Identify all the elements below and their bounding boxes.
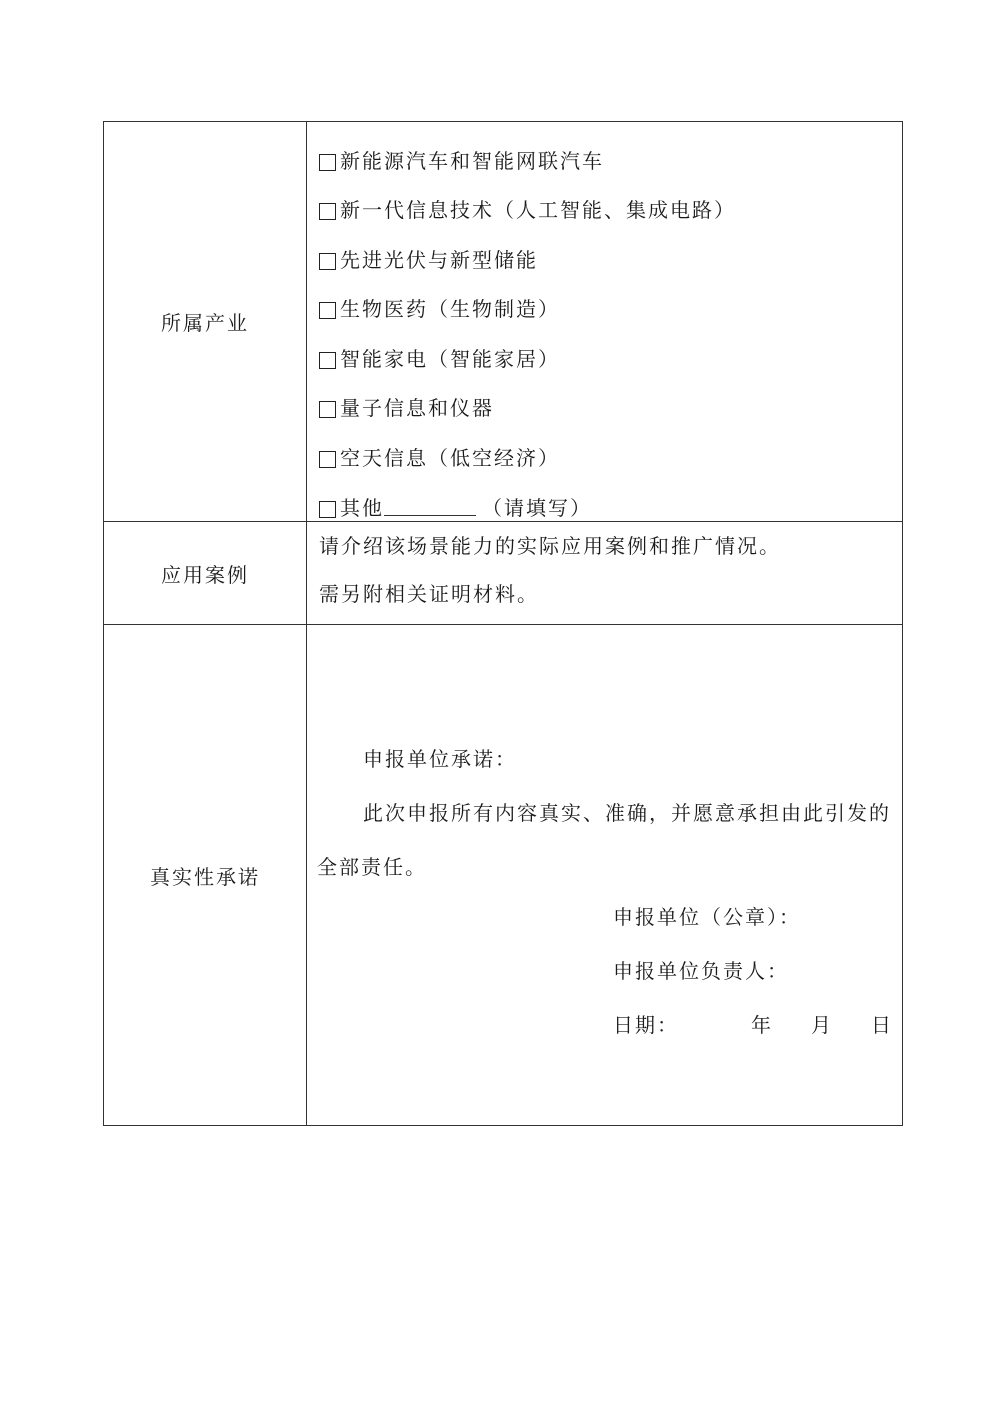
industry-option-label: 空天信息（低空经济）: [340, 446, 560, 471]
authenticity-label: 真实性承诺: [104, 625, 307, 1126]
checkbox[interactable]: [319, 401, 336, 418]
industry-options-cell: [307, 122, 903, 522]
date-field[interactable]: [613, 1009, 893, 1038]
authenticity-row: [104, 625, 903, 1126]
application-case-label: 应用案例: [104, 522, 307, 625]
industry-option-other-label: 其他: [340, 495, 384, 520]
checkbox[interactable]: [319, 253, 336, 270]
date-month: 月: [811, 1013, 833, 1037]
application-case-note: 需另附相关证明材料。: [319, 582, 539, 606]
industry-option-aerospace-info[interactable]: [317, 443, 902, 493]
seal-field[interactable]: 申报单位（公章）：: [613, 905, 801, 929]
industry-option-label: 生物医药（生物制造）: [340, 297, 560, 322]
application-case-row: [104, 522, 903, 625]
industry-option-label: 新能源汽车和智能网联汽车: [340, 148, 604, 173]
industry-option-label: 先进光伏与新型储能: [340, 247, 538, 272]
industry-option-quantum[interactable]: [317, 393, 902, 443]
other-fill-blank[interactable]: [384, 493, 476, 516]
industry-row: [104, 122, 903, 522]
industry-option-label: 新一代信息技术（人工智能、集成电路）: [340, 198, 736, 223]
industry-label: 所属产业: [104, 122, 307, 522]
checkbox[interactable]: [319, 154, 336, 171]
date-year: 年: [751, 1013, 773, 1037]
date-label: 日期：: [613, 1013, 679, 1037]
authenticity-cell: [307, 625, 903, 1126]
industry-option-other-hint: （请填写）: [482, 495, 592, 520]
checkbox[interactable]: [319, 501, 336, 518]
industry-option-smart-appliance[interactable]: [317, 344, 902, 394]
industry-option-nev[interactable]: [317, 146, 902, 196]
industry-option-label: 智能家电（智能家居）: [340, 346, 560, 371]
industry-option-biomedicine[interactable]: [317, 294, 902, 344]
industry-option-label: 量子信息和仪器: [340, 396, 494, 421]
promise-body-line2: 全部责任。: [317, 855, 427, 879]
checkbox[interactable]: [319, 203, 336, 220]
date-day: 日: [871, 1013, 893, 1037]
checkbox[interactable]: [319, 302, 336, 319]
application-case-content: [307, 522, 902, 624]
checkbox[interactable]: [319, 451, 336, 468]
authenticity-content: [307, 625, 902, 1125]
industry-option-it[interactable]: [317, 195, 902, 245]
application-form-table: [103, 121, 903, 1126]
promise-title: 申报单位承诺：: [363, 747, 517, 771]
promise-body-line1: 此次申报所有内容真实、准确，并愿意承担由此引发的: [363, 801, 891, 825]
application-case-instruction: 请介绍该场景能力的实际应用案例和推广情况。: [319, 534, 781, 558]
leader-field[interactable]: 申报单位负责人：: [613, 959, 789, 983]
application-case-cell[interactable]: [307, 522, 903, 625]
industry-options: [307, 130, 902, 520]
industry-option-pv-storage[interactable]: [317, 245, 902, 295]
checkbox[interactable]: [319, 352, 336, 369]
